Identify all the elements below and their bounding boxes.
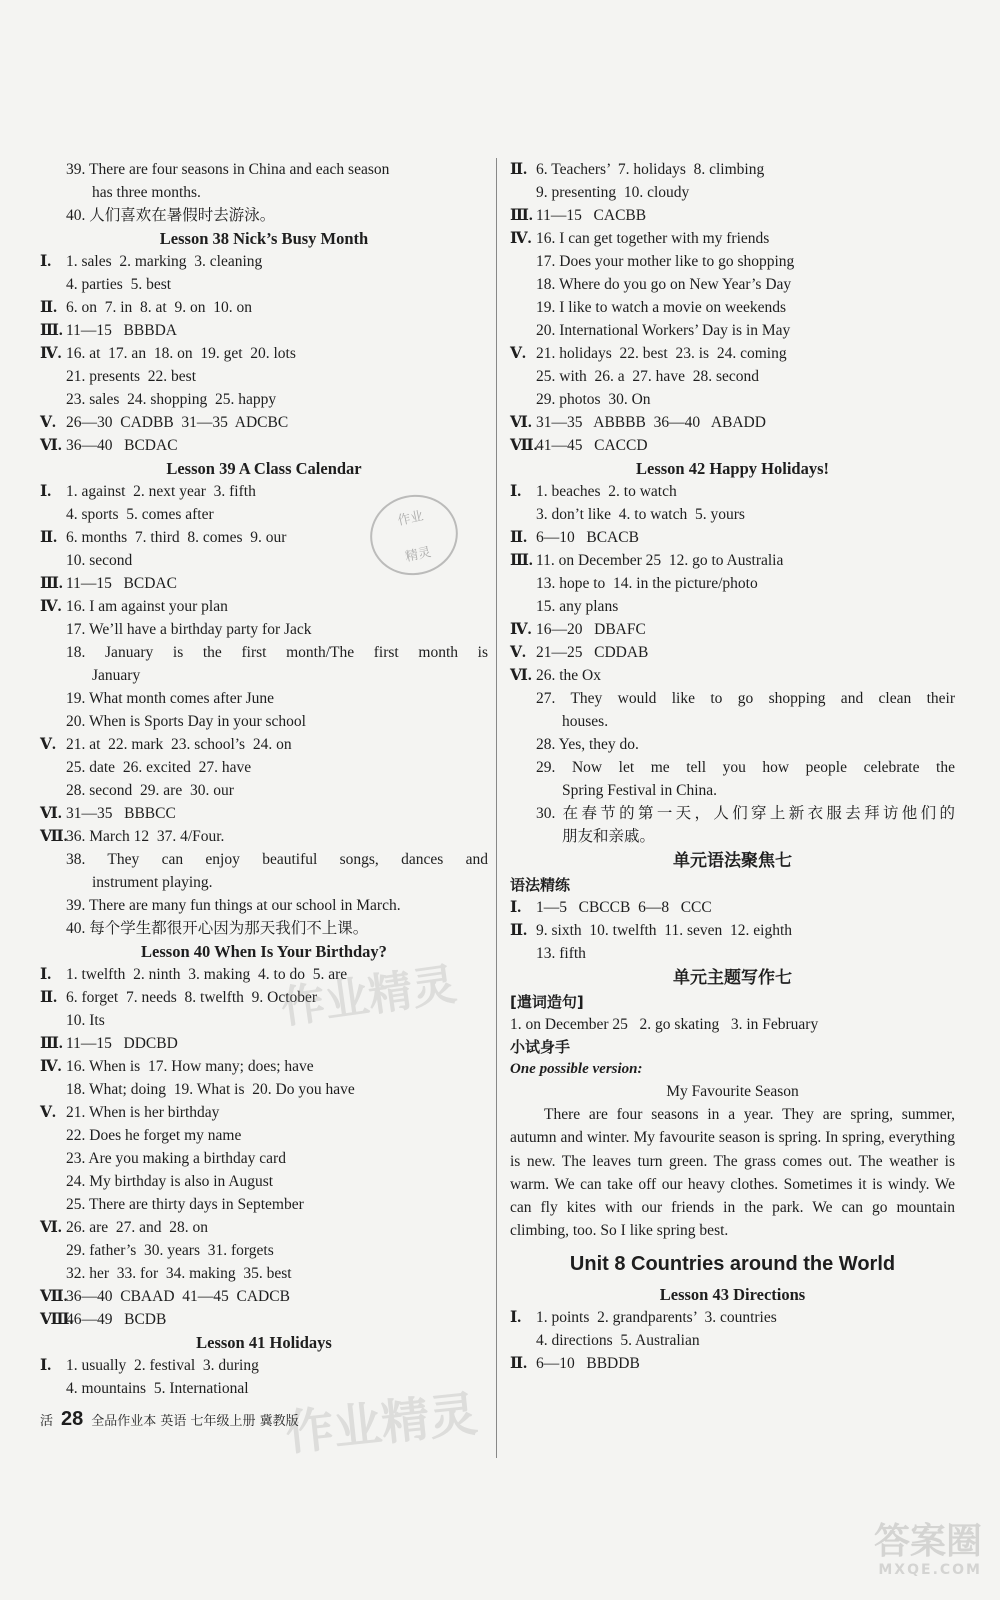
section-numeral [40,204,66,227]
section-numeral [510,779,536,802]
subsection-label: 语法精练 [510,876,571,894]
answer-row [40,894,488,917]
answer-text: 1—5 CBCCB 6—8 CCC [536,899,712,916]
answer-row [40,1216,488,1239]
section-numeral: Ⅱ. [510,161,527,178]
section-numeral [510,942,536,965]
answer-text: 11—15 DDCBD [66,1035,178,1052]
section-numeral [510,756,536,779]
answer-row [40,825,488,848]
section-numeral: Ⅳ. [40,1058,62,1075]
section-numeral [40,1124,66,1147]
answer-row [510,549,955,572]
answer-row [40,1009,488,1032]
answer-text: 20. When is Sports Day in your school [66,713,306,730]
lesson-heading: Lesson 40 When Is Your Birthday? [141,942,387,961]
answer-text: 1. sales 2. marking 3. cleaning [66,253,263,270]
section-numeral: Ⅰ. [40,483,52,500]
answer-row [510,158,955,181]
section-numeral: Ⅵ. [40,805,62,822]
answer-text: 13. hope to 14. in the picture/photo [536,575,758,592]
answer-text: 29. father’s 30. years 31. forgets [66,1242,274,1259]
answer-text: 6—10 BCACB [536,529,639,546]
section-numeral [40,710,66,733]
section-numeral [510,825,536,848]
answer-row [40,250,488,273]
answer-row [40,848,488,871]
answer-row [40,641,488,664]
section-numeral [510,733,536,756]
answer-text: 28. Yes, they do. [536,736,639,753]
answer-text: January [92,667,141,684]
section-numeral [40,1147,66,1170]
section-numeral [510,503,536,526]
answer-row [510,942,955,965]
answer-row [40,1124,488,1147]
answer-text: 4. sports 5. comes after [66,506,214,523]
answer-text: 21. at 22. mark 23. school’s 24. on [66,736,292,753]
section-numeral [510,687,536,710]
answer-row [510,896,955,919]
answer-row [510,388,955,411]
section-numeral [40,1170,66,1193]
section-numeral: Ⅴ. [510,644,526,661]
answer-row [510,572,955,595]
answer-row [510,919,955,942]
answer-row [40,986,488,1009]
section-numeral: Ⅴ. [510,345,526,362]
section-numeral: Ⅱ. [510,1354,527,1372]
section-numeral [510,319,536,342]
answer-text: 18. January is the first month/The first month is [66,644,488,661]
answer-row [40,296,488,319]
answer-row [40,273,488,296]
section-numeral [510,802,536,825]
unit-title: Unit 8 Countries around the World [569,1252,896,1275]
section-numeral [510,296,536,319]
section-numeral: Ⅲ. [40,575,63,592]
section-numeral [40,388,66,411]
answer-row [40,756,488,779]
section-numeral [40,1078,66,1101]
right-column [510,158,955,1375]
section-numeral: Ⅵ. [510,667,532,684]
section-numeral: Ⅱ. [510,529,527,546]
stamp-text-bottom: 精灵 [403,545,433,566]
section-numeral: Ⅴ. [40,1104,56,1121]
answer-text: 11—15 CACBB [536,207,647,224]
answer-row [510,710,955,733]
answer-text: 6. months 7. third 8. comes 9. our [66,529,287,546]
answer-text: 25. There are thirty days in September [66,1196,304,1213]
section-numeral [40,641,66,664]
answer-text: 1. twelfth 2. ninth 3. making 4. to do 5. are [66,966,348,983]
answer-text: 30. 在春节的第一天，人们穿上新衣服去拜访他们的 [536,805,955,822]
answer-text: 21—25 CDDAB [536,644,649,661]
answer-text: 9. sixth 10. twelfth 11. seven 12. eighth [536,922,793,939]
section-numeral: Ⅰ. [510,1308,522,1326]
section-numeral: Ⅲ. [510,552,533,569]
section-numeral [40,894,66,917]
answer-row [510,526,955,549]
answer-text: 6. on 7. in 8. at 9. on 10. on [66,299,252,316]
answer-row [40,342,488,365]
section-numeral [40,756,66,779]
section-numeral [40,503,66,526]
answer-row [40,664,488,687]
answer-text: instrument playing. [92,874,213,891]
section-numeral: Ⅵ. [40,437,62,454]
section-numeral: Ⅱ. [40,989,57,1006]
answer-text: 21. When is her birthday [66,1104,220,1121]
answer-text: 1. on December 25 2. go skating 3. in February [510,1016,819,1033]
answer-text: 22. Does he forget my name [66,1127,242,1144]
answer-text: 4. mountains 5. International [66,1380,249,1397]
essay-title: My Favourite Season [666,1083,799,1100]
section-numeral [40,1377,66,1400]
lesson-heading: Lesson 42 Happy Holidays! [635,459,829,478]
section-numeral [40,158,66,181]
answer-row [510,1329,955,1352]
answer-row [510,296,955,319]
section-numeral [510,595,536,618]
section-numeral: Ⅰ. [510,899,522,916]
section-numeral [40,1239,66,1262]
answer-row [510,434,955,457]
answer-text: 29. Now let me tell you how people celebrate the [536,759,955,776]
section-numeral: Ⅰ. [510,483,522,500]
answer-text: 21. holidays 22. best 23. is 24. coming [536,345,787,362]
section-numeral: Ⅰ. [40,253,52,270]
watermark-text-2: 作业精灵 [283,1386,480,1462]
answer-row [510,756,955,779]
answer-text: 39. There are four seasons in China and each season [66,161,390,178]
answer-text: 10. second [66,552,133,569]
section-numeral [40,687,66,710]
answer-row [40,871,488,894]
answer-text: 6. forget 7. needs 8. twelfth 9. October [66,989,318,1006]
corner-logo [802,1522,982,1582]
answer-text: 25. with 26. a 27. have 28. second [536,368,759,385]
section-numeral: Ⅳ. [40,345,62,362]
answer-row [40,411,488,434]
section-numeral: Ⅳ. [510,621,532,638]
answer-text: 1. against 2. next year 3. fifth [66,483,256,500]
section-numeral [40,664,66,687]
section-numeral [40,779,66,802]
section-numeral: Ⅱ. [40,299,57,316]
answer-row [510,641,955,664]
answer-row [40,158,488,181]
stamp-text-top: 作业 [396,508,425,529]
answer-text: 23. Are you making a birthday card [66,1150,286,1167]
lesson-heading: Lesson 41 Holidays [196,1333,332,1352]
answer-row [510,411,955,434]
book-info: 全品作业本 英语 七年级上册 冀教版 [91,1414,299,1429]
answer-row [40,710,488,733]
answer-text: 29. photos 30. On [536,391,651,408]
sample-label: One possible version: [510,1061,643,1077]
answer-text: 6—10 BBDDB [536,1354,640,1372]
section-numeral: Ⅱ. [510,922,527,939]
answer-text: 27. They would like to go shopping and clean their [536,690,955,707]
answer-text: 23. sales 24. shopping 25. happy [66,391,277,408]
section-numeral [40,1262,66,1285]
answer-text: 28. second 29. are 30. our [66,782,234,799]
essay-body: There are four seasons in a year. They are spring, summer, autumn and winter. My favourite season is spring. In spring, everything is new. The leaves turn green. The grass comes out. The weather is warm. We can take off our heavy clothes. Sometimes it is windy. We can fly kites with our friends in the park. We can go mountain climbing, too. So I like spring best. [510,1106,955,1240]
answer-text: houses. [562,713,609,730]
answer-text: 39. There are many fun things at our school in March. [66,897,401,914]
answer-row [40,365,488,388]
section-numeral: Ⅴ. [40,736,56,753]
answer-row [510,365,955,388]
answer-row [40,779,488,802]
section-numeral [40,549,66,572]
section-numeral: Ⅵ. [40,1219,62,1236]
section-numeral [510,572,536,595]
answer-text: 26. the Ox [536,667,602,684]
answer-row [40,1285,488,1308]
section-numeral: Ⅰ. [40,1357,52,1374]
answer-row [510,1013,955,1036]
answer-text: has three months. [92,184,201,201]
unit-answers [510,1306,955,1375]
section-numeral [40,618,66,641]
answer-text: 19. What month comes after June [66,690,275,707]
lesson-heading: Lesson 38 Nick’s Busy Month [159,229,369,248]
answer-text: 17. We’ll have a birthday party for Jack [66,621,312,638]
answer-row [510,1306,955,1329]
answer-row [510,273,955,296]
answer-text: 1. usually 2. festival 3. during [66,1357,259,1374]
section-numeral: Ⅶ. [40,1288,68,1305]
answer-row [40,572,488,595]
footer-prefix: 活 [40,1414,54,1429]
answer-text: 36—40 CBAAD 41—45 CADCB [66,1288,290,1305]
subsection-label: 小试身手 [510,1038,571,1056]
answer-row [510,250,955,273]
answer-text: 36—40 BCDAC [66,437,178,454]
section-numeral [510,250,536,273]
corner-logo-url: MXQE.COM [878,1562,982,1578]
section-numeral [510,365,536,388]
answer-row [40,963,488,986]
answer-text: 16. When is 17. How many; does; have [66,1058,314,1075]
section-numeral [510,273,536,296]
answer-text: Spring Festival in China. [562,782,717,799]
answer-text: 4. directions 5. Australian [536,1331,700,1349]
answer-text: 10. Its [66,1012,105,1029]
section-numeral [40,273,66,296]
answer-text: 32. her 33. for 34. making 35. best [66,1265,292,1282]
answer-text: 4. parties 5. best [66,276,172,293]
answer-text: 18. Where do you go on New Year’s Day [536,276,792,293]
answer-row [40,319,488,342]
answer-text: 18. What; doing 19. What is 20. Do you have [66,1081,355,1098]
answer-text: 16—20 DBAFC [536,621,646,638]
answer-text: 46—49 BCDB [66,1311,167,1328]
answer-row [40,1377,488,1400]
answer-text: 31—35 ABBBB 36—40 ABADD [536,414,766,431]
answer-text: 40. 每个学生都很开心因为那天我们不上课。 [66,920,369,937]
section-numeral: Ⅰ. [40,966,52,983]
answer-row [40,1354,488,1377]
answer-text: 17. Does your mother like to go shopping [536,253,795,270]
answer-row [510,687,955,710]
answer-text: 26. are 27. and 28. on [66,1219,209,1236]
answer-row [510,342,955,365]
answer-text: 25. date 26. excited 27. have [66,759,252,776]
section-numeral [510,710,536,733]
section-numeral [40,1009,66,1032]
lesson-heading: Lesson 43 Directions [659,1284,806,1304]
corner-logo-text: 答案圈 [873,1521,982,1562]
section-numeral: Ⅶ. [40,828,68,845]
answer-row [510,825,955,848]
answer-text: 11—15 BBBDA [66,322,177,339]
answer-row [40,1078,488,1101]
section-numeral [510,181,536,204]
right-answers [510,158,955,1058]
answer-text: 11. on December 25 12. go to Australia [536,552,784,569]
answer-row [40,204,488,227]
section-numeral: Ⅵ. [510,414,532,431]
answer-row [40,802,488,825]
answer-row [40,618,488,641]
answer-row [40,917,488,940]
answer-text: 11—15 BCDAC [66,575,177,592]
answer-row [40,1262,488,1285]
answer-row [510,181,955,204]
answer-text: 20. International Workers’ Day is in May [536,322,791,339]
answer-text: 31—35 BBBCC [66,805,176,822]
answer-text: 16. at 17. an 18. on 19. get 20. lots [66,345,296,362]
answer-row [510,664,955,687]
section-numeral [40,365,66,388]
answer-text: 41—45 CACCD [536,437,648,454]
answer-row [510,595,955,618]
section-numeral: Ⅷ. [40,1311,74,1328]
section-numeral [510,1329,536,1352]
answer-text: 15. any plans [536,598,619,615]
answer-text: 36. March 12 37. 4/Four. [66,828,225,845]
answer-text: 16. I can get together with my friends [536,230,770,247]
answer-text: 21. presents 22. best [66,368,197,385]
answer-row [40,388,488,411]
answer-text: 19. I like to watch a movie on weekends [536,299,787,316]
answer-text: 24. My birthday is also in August [66,1173,274,1190]
section-numeral [510,388,536,411]
column-divider [496,158,497,1458]
answer-row [510,802,955,825]
answer-row [510,204,955,227]
answer-text: 1. beaches 2. to watch [536,483,677,500]
answer-row [40,1308,488,1331]
answer-row [510,227,955,250]
answer-text: 26—30 CADBB 31—35 ADCBC [66,414,289,431]
answer-row [40,1032,488,1055]
section-numeral: Ⅶ. [510,437,538,454]
answer-row [40,1193,488,1216]
section-heading: 单元语法聚焦七 [673,851,792,871]
section-numeral: Ⅲ. [40,322,63,339]
answer-row [510,1352,955,1375]
section-numeral: Ⅲ. [40,1035,63,1052]
answer-text: 1. points 2. grandparents’ 3. countries [536,1308,777,1326]
answer-row [510,319,955,342]
subsection-label: [遣词造句] [510,993,584,1011]
lesson-heading: Lesson 39 A Class Calendar [166,459,362,478]
section-numeral: Ⅲ. [510,207,533,224]
answer-row [40,595,488,618]
writing-sample [510,1058,955,1243]
answer-text: 16. I am against your plan [66,598,228,615]
page-footer [40,1408,299,1431]
answer-row [40,687,488,710]
section-numeral: Ⅱ. [40,529,57,546]
answer-text: 9. presenting 10. cloudy [536,184,690,201]
section-numeral: Ⅳ. [40,598,62,615]
answer-row [40,434,488,457]
page-number: 28 [61,1408,84,1430]
section-heading: 单元主题写作七 [673,968,792,988]
section-numeral [40,848,66,871]
watermark-text: 作业精灵 [277,958,460,1034]
answer-row [510,480,955,503]
answer-text: 13. fifth [536,945,586,962]
section-numeral: Ⅳ. [510,230,532,247]
answer-row [40,181,488,204]
answer-row [40,1239,488,1262]
section-numeral: Ⅴ. [40,414,56,431]
section-numeral [40,181,66,204]
answer-row [40,733,488,756]
answer-text: 3. don’t like 4. to watch 5. yours [536,506,745,523]
answer-text: 38. They can enjoy beautiful songs, dances and [66,851,488,868]
left-column [40,158,488,1400]
answer-row [510,618,955,641]
answer-text: 6. Teachers’ 7. holidays 8. climbing [536,161,765,178]
answer-row [40,1101,488,1124]
answer-row [510,779,955,802]
answer-text: 40. 人们喜欢在暑假时去游泳。 [66,207,276,224]
answer-row [40,1147,488,1170]
answer-row [510,733,955,756]
section-numeral [40,917,66,940]
answer-row [40,1170,488,1193]
answer-row [40,1055,488,1078]
answer-row [510,503,955,526]
section-numeral [40,871,66,894]
section-numeral [40,1193,66,1216]
answer-text: 朋友和亲戚。 [562,828,656,845]
